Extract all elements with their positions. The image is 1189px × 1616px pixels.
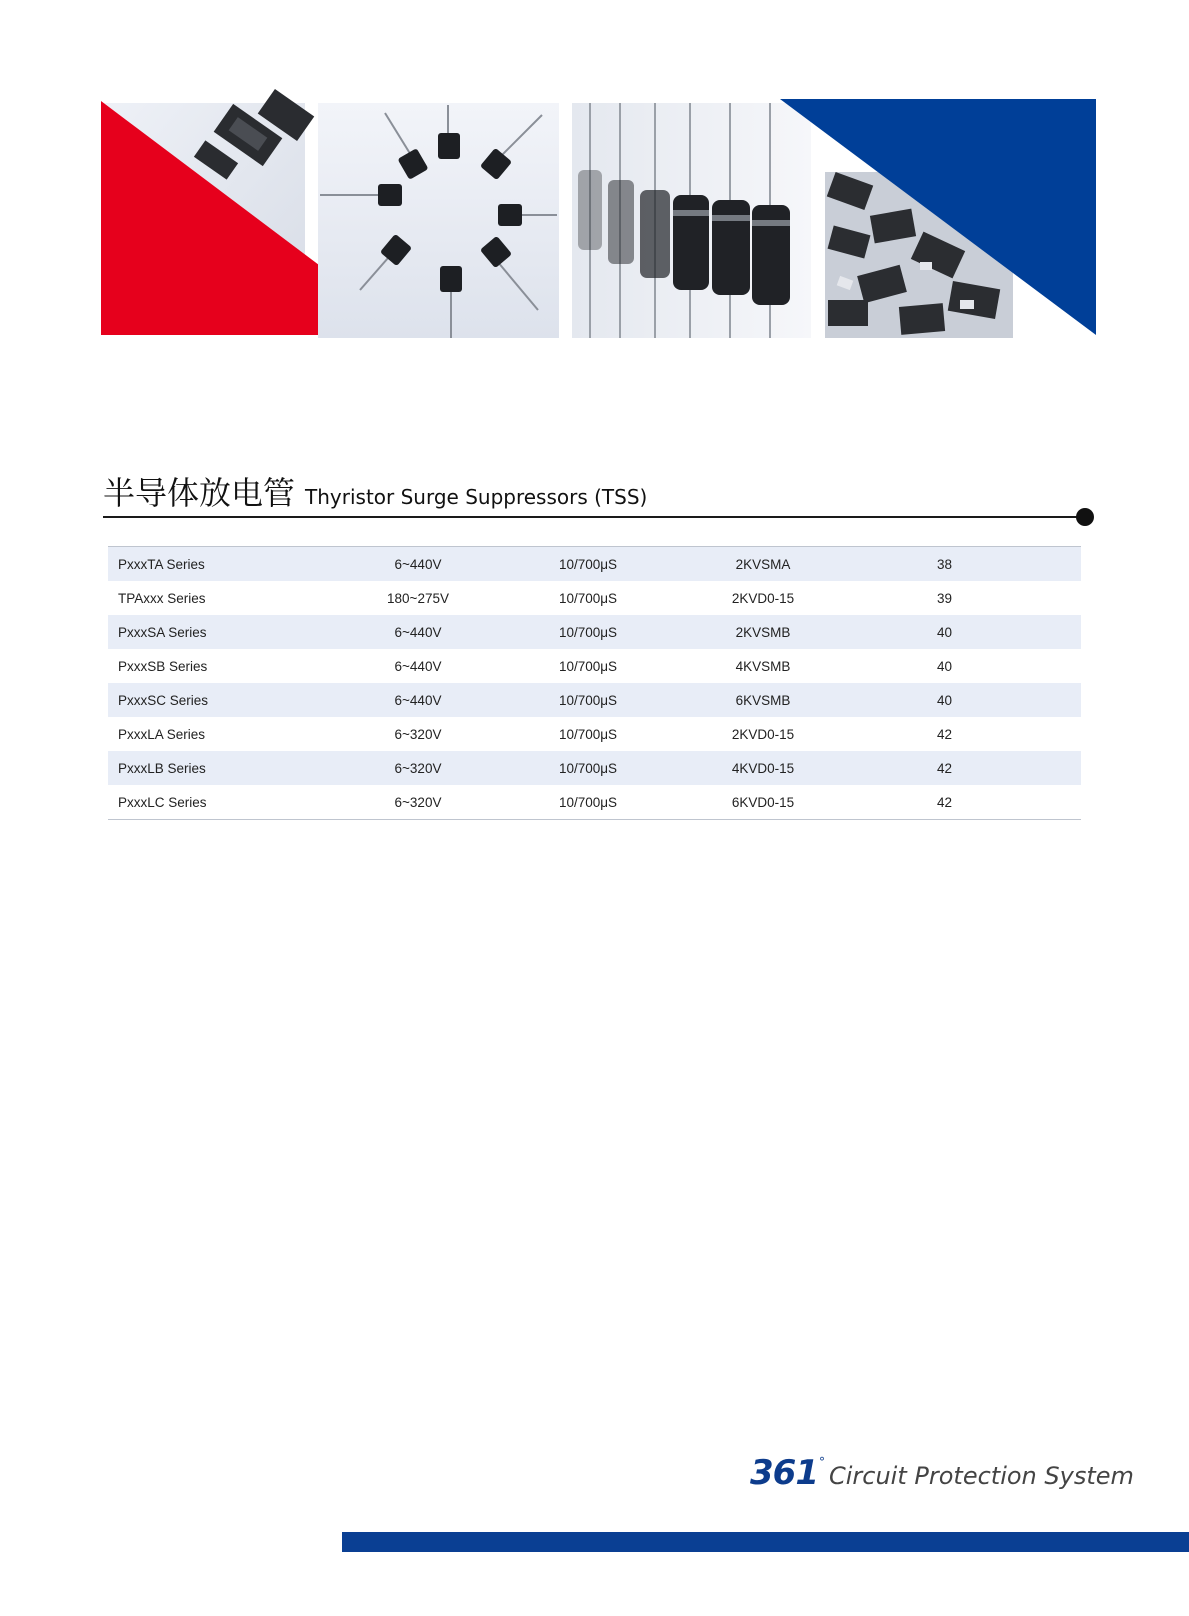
package-cell: 2KVSMB [718, 615, 808, 649]
radial-thyristors-photo [318, 103, 559, 338]
title-underline-dot [1076, 508, 1094, 526]
brand-number: 361 [750, 1453, 818, 1493]
axial-diodes-photo [572, 103, 811, 338]
page-cell: 40 [808, 615, 1081, 649]
voltage-cell: 6~440V [378, 683, 458, 717]
table-row [108, 581, 1081, 615]
table-row [108, 751, 1081, 785]
voltage-cell: 6~440V [394, 658, 442, 674]
footer-bar [342, 1532, 1189, 1552]
voltage-cell: 6~440V [378, 615, 458, 649]
series-cell: PxxxTA Series [108, 547, 378, 582]
series-cell: PxxxLC Series [118, 794, 207, 810]
package-cell: 6KVSMB [718, 683, 808, 717]
page-cell: 42 [808, 751, 1081, 785]
waveform-cell: 10/700μS [558, 658, 618, 674]
table-row [108, 717, 1081, 751]
page-cell: 42 [936, 794, 953, 810]
title-underline [103, 516, 1083, 518]
package-cell: 2KVD0-15 [731, 590, 795, 606]
package-cell: 6KVD0-15 [731, 794, 795, 810]
table-row [108, 785, 1081, 820]
package-cell: 4KVD0-15 [718, 751, 808, 785]
product-table [108, 546, 1081, 820]
table-row [108, 649, 1081, 683]
waveform-cell: 10/700μS [558, 726, 618, 742]
header-banner [0, 0, 1189, 360]
page-cell: 40 [808, 683, 1081, 717]
brand-tagline: Circuit Protection System [828, 1462, 1134, 1490]
brand-logo [750, 1453, 1134, 1493]
series-cell: PxxxSC Series [108, 683, 378, 717]
series-cell: PxxxSA Series [108, 615, 378, 649]
section-title-cn: 半导体放电管 [103, 474, 296, 512]
table-row [108, 547, 1081, 582]
page-cell: 38 [808, 547, 1081, 582]
waveform-cell: 10/700μS [458, 547, 718, 582]
waveform-cell: 10/700μS [458, 683, 718, 717]
waveform-cell: 10/700μS [458, 615, 718, 649]
series-cell: PxxxSB Series [118, 658, 208, 674]
voltage-cell: 6~440V [378, 547, 458, 582]
table-row [108, 683, 1081, 717]
waveform-cell: 10/700μS [458, 751, 718, 785]
section-title [103, 468, 648, 512]
section-title-en: Thyristor Surge Suppressors (TSS) [305, 485, 648, 509]
series-cell: PxxxLA Series [118, 726, 206, 742]
package-cell: 2KVD0-15 [731, 726, 795, 742]
voltage-cell: 6~320V [378, 751, 458, 785]
series-cell: TPAxxx Series [118, 590, 206, 606]
table-row [108, 615, 1081, 649]
voltage-cell: 180~275V [387, 590, 449, 606]
voltage-cell: 6~320V [394, 794, 442, 810]
package-cell: 2KVSMA [718, 547, 808, 582]
page-cell: 40 [936, 658, 953, 674]
waveform-cell: 10/700μS [558, 590, 618, 606]
voltage-cell: 6~320V [394, 726, 442, 742]
package-cell: 4KVSMB [735, 658, 791, 674]
page-cell: 42 [936, 726, 953, 742]
waveform-cell: 10/700μS [558, 794, 618, 810]
series-cell: PxxxLB Series [108, 751, 378, 785]
page-cell: 39 [936, 590, 953, 606]
brand-degree: ° [818, 1455, 825, 1469]
